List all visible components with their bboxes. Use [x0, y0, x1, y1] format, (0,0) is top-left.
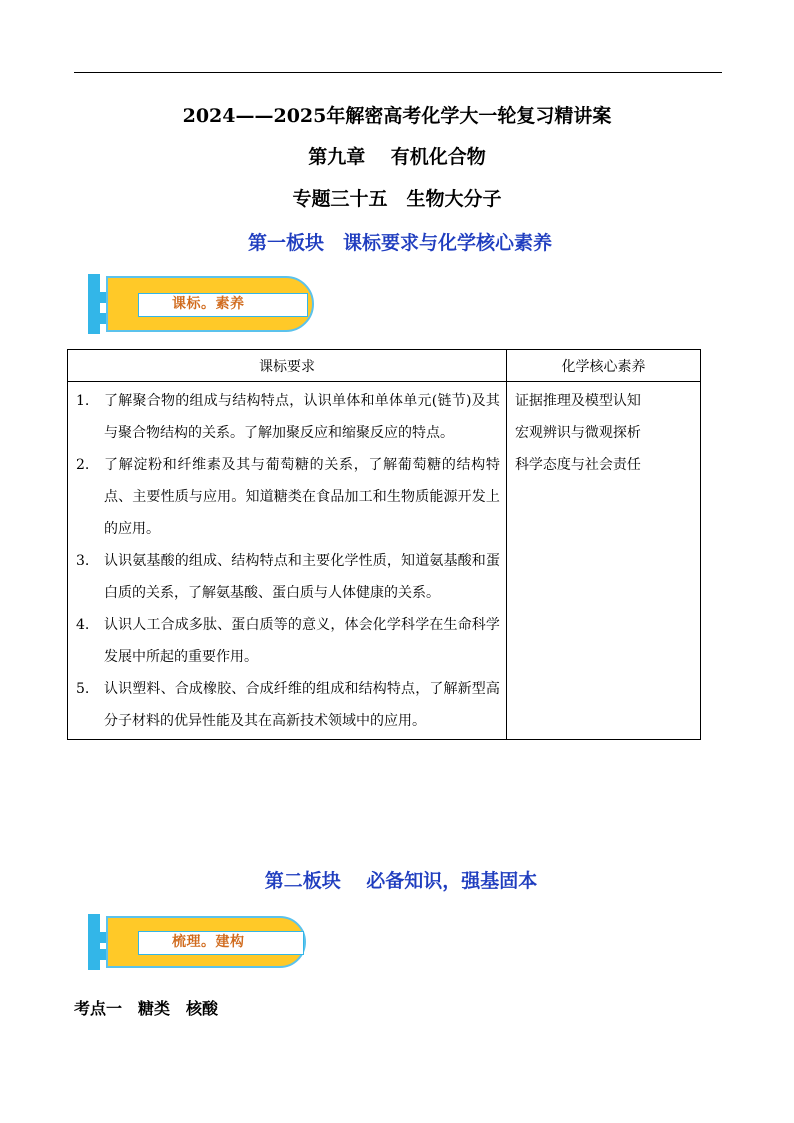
literacy-list — [507, 382, 700, 481]
item-number: 2. — [76, 457, 90, 473]
list-item — [68, 545, 506, 609]
item-number: 1. — [76, 393, 90, 409]
list-item — [68, 609, 506, 673]
exam-point-heading: 考点一 糖类 核酸 — [74, 999, 219, 1018]
banner-body — [106, 916, 306, 968]
banner-bar — [88, 914, 100, 970]
requirements-table — [67, 349, 701, 740]
item-text: 认识塑料、合成橡胶、合成纤维的组成和结构特点，了解新型高分子材料的优异性能及其在高新技术领域中的应用。 — [104, 681, 500, 729]
literacy-cell — [506, 382, 700, 740]
section-2-heading: 第二板块 必备知识，强基固本 — [264, 870, 538, 892]
section-2-banner — [88, 914, 306, 970]
item-number: 4. — [76, 617, 90, 633]
list-item — [68, 385, 506, 449]
topic-title: 专题三十五 生物大分子 — [292, 188, 502, 210]
list-item — [68, 449, 506, 545]
banner-bar — [88, 274, 100, 334]
literacy-item: 科学态度与社会责任 — [514, 457, 641, 473]
item-text: 认识人工合成多肽、蛋白质等的意义，体会化学科学在生命科学发展中所起的重要作用。 — [104, 617, 500, 665]
header-rule — [74, 72, 722, 73]
section-1-banner — [88, 274, 314, 334]
list-item — [68, 673, 506, 737]
table-header-requirements: 课标要求 — [68, 350, 507, 382]
requirements-list — [68, 382, 506, 739]
item-number: 5. — [76, 681, 90, 697]
section-1-heading: 第一板块 课标要求与化学核心素养 — [247, 232, 552, 254]
banner-body — [106, 276, 314, 332]
document-title: 2024——2025年解密高考化学大一轮复习精讲案 — [182, 105, 612, 127]
item-text: 了解淀粉和纤维素及其与葡萄糖的关系，了解葡萄糖的结构特点、主要性质与应用。知道糖类在食品加工和生物质能源开发上的应用。 — [104, 457, 500, 537]
table-header-literacy: 化学核心素养 — [506, 350, 700, 382]
literacy-item: 证据推理及模型认知 — [514, 393, 641, 409]
chapter-title: 第九章 有机化合物 — [308, 146, 486, 168]
item-text: 了解聚合物的组成与结构特点，认识单体和单体单元(链节)及其与聚合物结构的关系。了解加聚反应和缩聚反应的特点。 — [104, 393, 500, 441]
item-number: 3. — [76, 553, 90, 569]
banner-label: 课标。素养 — [138, 293, 308, 317]
literacy-item: 宏观辨识与微观探析 — [514, 425, 641, 441]
requirements-cell — [68, 382, 507, 740]
banner-label: 梳理。建构 — [138, 931, 304, 955]
item-text: 认识氨基酸的组成、结构特点和主要化学性质，知道氨基酸和蛋白质的关系，了解氨基酸、蛋白质与人体健康的关系。 — [104, 553, 500, 601]
